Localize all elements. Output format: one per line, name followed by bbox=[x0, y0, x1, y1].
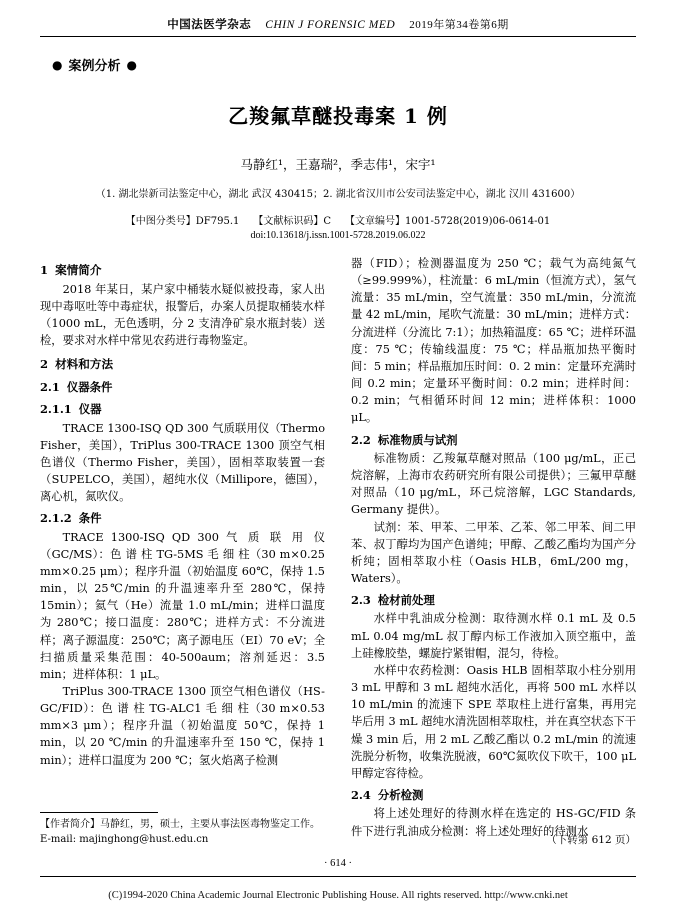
right-column bbox=[351, 255, 636, 840]
running-head bbox=[40, 0, 636, 32]
continued-note: （下转第 612 页） bbox=[546, 834, 636, 846]
heading-standards-reagents: 2.2 标准物质与试剂 bbox=[351, 432, 458, 447]
paragraph-hsgc-conditions: TriPlus 300-TRACE 1300 顶空气相色谱仪（HS-GC/FID）：色 谱 柱 TG-ALC1 毛 细 柱（30 m×0.53 mm×3 μm）；程序升温（初始温度 50℃，保持 1 min，以 20 ℃/min 的升温速率升至 150 ℃，保持 1 min）；进样口温度为 200 ℃；氢火焰离子检测 bbox=[40, 685, 325, 767]
paragraph-hsgc-continued: 器（FID）；检测器温度为 250 ℃；载气为高纯氮气（≥99.999%），柱流量：6 mL/min（恒流方式），氢气流量：35 mL/min，空气流量：350 mL/min，分流流量 42 mL/min，尾吹气流量：30 mL/min；进样方式：分流进样（分流比 7:1）；加热箱温度：65 ℃；进样环温度：75 ℃；传输线温度：75 ℃；样品瓶加热平衡时间：5 min；样品瓶加压时间：0. 2 min：定量环充满时间 0.2 min；定量环平衡时间：0.2 min；进样时间：0.2 min；气相循环时间 12 min；进样体积：1000 μL。 bbox=[351, 257, 636, 425]
author-note-line: 【作者简介】马静红，男，硕士，主要从事法医毒物鉴定工作。 bbox=[40, 819, 320, 830]
header-divider bbox=[40, 36, 636, 37]
article-id: 【文章编号】1001-5728(2019)06-0614-01 bbox=[345, 216, 551, 227]
heading-instrument-conditions: 2.1 仪器条件 bbox=[40, 379, 113, 394]
volume-info: 2019年第34卷第6期 bbox=[409, 19, 509, 31]
paragraph-standards: 标准物质：乙羧氟草醚对照品（100 μg/mL，正己烷溶解，上海市农药研究所有限公司提供）；三氟甲草醚对照品（10 μg/mL，环己烷溶解，LGC Standards, Germany 提供）。 bbox=[351, 451, 636, 517]
email-line: E-mail: majinghong@hust.edu.cn bbox=[40, 834, 209, 845]
affiliation: （1. 湖北崇新司法鉴定中心，湖北 武汉 430415；2. 湖北省汉川市公安司法鉴定中心，湖北 汉川 431600） bbox=[95, 189, 581, 200]
heading-analysis: 2.4 分析检测 bbox=[351, 788, 424, 803]
heading-conditions: 2.1.2 条件 bbox=[40, 511, 102, 526]
paragraph-gcms-conditions: TRACE 1300-ISQ QD 300 气 质 联 用 仪（GC/MS）：色 谱 柱 TG-5MS 毛 细 柱（30 m×0.25 mm×0.25 μm）；程序升温（初始温度 60℃，保持 1.5 min，以 25℃/min 的升温速率升至 280℃，保持 15min）；氦气（He）流量 1.0 mL/min；进样口温度为 280℃；接口温度：280℃；进样方式：不分流进样；离子源温度：250℃；离子源电压（EI）70 eV；全扫描质量采集范围：40-500aum；溶剂延迟：3.5 min；进样体积：1 μL。 bbox=[40, 530, 325, 681]
footer-divider bbox=[40, 876, 636, 877]
section-label bbox=[40, 55, 636, 74]
clc-label: 【中图分类号】DF795.1 bbox=[125, 216, 240, 227]
author-list: 马静红¹，王嘉瑞²，季志伟¹，宋宇¹ bbox=[240, 157, 436, 172]
heading-sample-pretreatment: 2.3 检材前处理 bbox=[351, 593, 435, 608]
paragraph-pesticide-detection: 水样中农药检测：Oasis HLB 固相萃取小柱分别用 3 mL 甲醇和 3 mL 超纯水活化，再将 500 mL 水样以 10 mL/min 的流速下 SPE 萃取柱上进行富集，再用完毕后用 3 mL 超纯水清洗固相萃取柱，并在真空状态下干燥 3 min 后，用 2 mL 乙酸乙酯以 0.2 mL/min 的流速洗脱分析物，收集洗脱液，60℃氮吹仪下吹干，100 μL 甲醇定容待检。 bbox=[351, 663, 636, 780]
left-column bbox=[40, 255, 325, 840]
paragraph-reagents: 试剂：苯、甲苯、二甲苯、乙苯、邻二甲苯、间二甲苯、叔丁醇均为国产色谱纯；甲醇、乙酸乙酯均为国产分析纯；固相萃取小柱（Oasis HLB，6mL/200 mg，Waters）。 bbox=[351, 520, 636, 585]
doi: doi:10.13618/j.issn.1001-5728.2019.06.022 bbox=[250, 230, 426, 241]
paragraph-emulsion-detection: 水样中乳油成分检测：取待测水样 0.1 mL 及 0.5 mL 0.04 mg/mL 叔丁醇内标工作液加入顶空瓶中，盖上硅橡胶垫，螺旋拧紧钳帽，混匀，待检。 bbox=[351, 612, 636, 660]
paragraph-analysis: 将上述处理好的待测水样在选定的 HS-GC/FID 条件下进行乳油成分检测：将上述处理好的待测水 bbox=[351, 807, 636, 838]
bullet-right-icon: ● bbox=[126, 57, 137, 72]
page-title: 乙羧氟草醚投毒案 1 例 bbox=[228, 104, 448, 128]
heading-materials: 2 材料和方法 bbox=[40, 357, 114, 372]
article-meta bbox=[40, 212, 636, 227]
body-columns bbox=[40, 255, 636, 840]
heading-instruments: 2.1.1 仪器 bbox=[40, 402, 102, 417]
paragraph-case-summary: 2018 年某日，某户家中桶装水疑似被投毒，家人出现中毒呕吐等中毒症状，报警后，办案人员提取桶装水样（1000 mL，无色透明，分 2 支清净矿泉水瓶封装）送检，要求对水样中常见农药进行毒物鉴定。 bbox=[40, 282, 325, 348]
page-number: · 614 · bbox=[324, 858, 352, 869]
heading-case-summary: 1 案情简介 bbox=[40, 263, 102, 277]
journal-title-cn: 中国法医学杂志 bbox=[167, 17, 252, 31]
author-footnote bbox=[40, 812, 325, 847]
copyright-notice: (C)1994-2020 China Academic Journal Electronic Publishing House. All rights reserved. http://www.cnki.net bbox=[108, 890, 568, 901]
footnote-divider bbox=[40, 812, 158, 813]
section-label-text: 案例分析 bbox=[68, 59, 121, 74]
paragraph-instruments: TRACE 1300-ISQ QD 300 气质联用仪（Thermo Fisher，美国），TriPlus 300-TRACE 1300 顶空气相色谱仪（Thermo Fisher，美国），固相萃取装置一套（SUPELCO，美国），超纯水仪（Millipore，德国），离心机，氮吹仪。 bbox=[40, 421, 325, 504]
email-link[interactable]: majinghong@hust.edu.cn bbox=[79, 834, 209, 845]
doc-code: 【文献标识码】C bbox=[253, 216, 332, 227]
bullet-left-icon: ● bbox=[52, 57, 63, 72]
journal-title-en: CHIN J FORENSIC MED bbox=[265, 19, 396, 31]
